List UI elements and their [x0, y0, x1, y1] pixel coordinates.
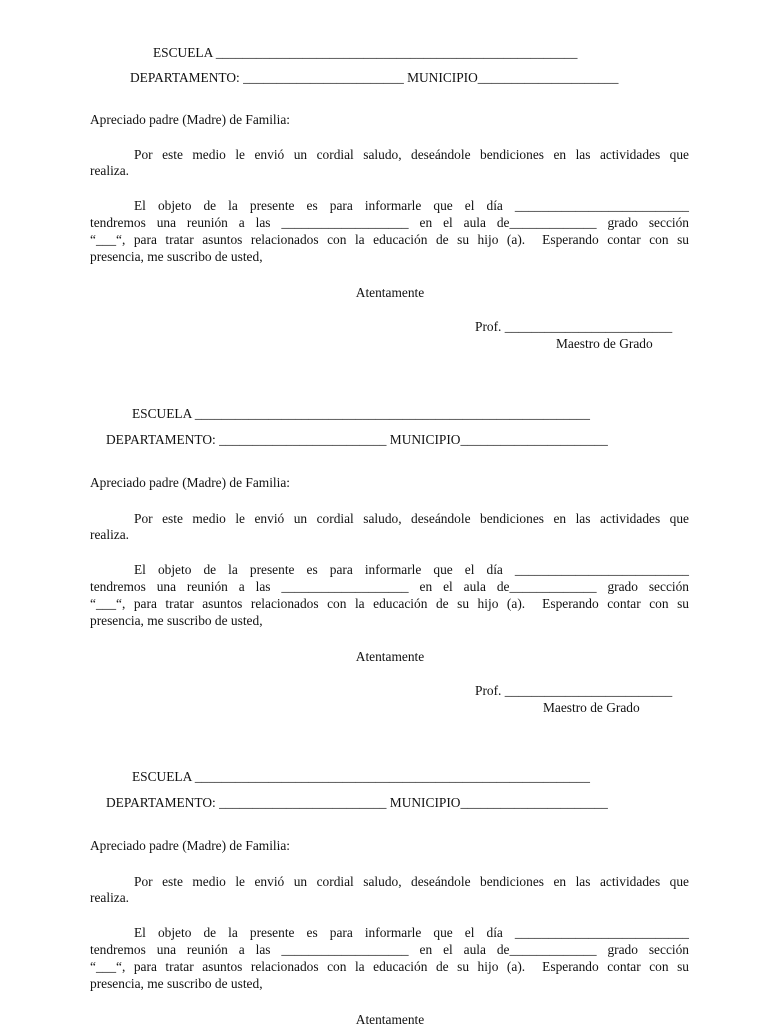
- escuela-line: ESCUELA ______________________________________________________: [153, 45, 578, 60]
- greeting: Apreciado padre (Madre) de Familia:: [90, 112, 291, 127]
- paragraph-2-line-1: El objeto de la presente es para informarle que el día __________________________: [134, 198, 689, 213]
- departamento-line: DEPARTAMENTO: _________________________ MUNICIPIO______________________: [106, 432, 608, 447]
- paragraph-1-line-1: Por este medio le envió un cordial saludo, deseándole bendiciones en las actividades que: [134, 511, 689, 526]
- paragraph-1-line-2: realiza.: [90, 527, 130, 542]
- paragraph-2-line-4: presencia, me suscribo de usted,: [90, 613, 263, 628]
- greeting: Apreciado padre (Madre) de Familia:: [90, 838, 291, 853]
- role-label: Maestro de Grado: [543, 700, 640, 715]
- closing: Atentamente: [355, 1012, 425, 1027]
- escuela-line: ESCUELA ___________________________________________________________: [132, 406, 590, 421]
- paragraph-2-line-4: presencia, me suscribo de usted,: [90, 976, 263, 991]
- paragraph-1-line-2: realiza.: [90, 890, 130, 905]
- paragraph-2-line-2: tendremos una reunión a las ___________________ en el aula de_____________ grado sección: [90, 215, 689, 230]
- prof-signature-line: Prof. _________________________: [475, 683, 673, 698]
- paragraph-2-line-2: tendremos una reunión a las ___________________ en el aula de_____________ grado sección: [90, 579, 689, 594]
- paragraph-1-line-1: Por este medio le envió un cordial saludo, deseándole bendiciones en las actividades que: [134, 147, 689, 162]
- paragraph-2-line-2: tendremos una reunión a las ___________________ en el aula de_____________ grado sección: [90, 942, 689, 957]
- paragraph-1-line-1: Por este medio le envió un cordial saludo, deseándole bendiciones en las actividades que: [134, 874, 689, 889]
- paragraph-2-line-4: presencia, me suscribo de usted,: [90, 249, 263, 264]
- escuela-line: ESCUELA ___________________________________________________________: [132, 769, 590, 784]
- paragraph-2-line-1: El objeto de la presente es para informarle que el día __________________________: [134, 925, 689, 940]
- paragraph-2-line-1: El objeto de la presente es para informarle que el día __________________________: [134, 562, 689, 577]
- paragraph-2-line-3: “___“, para tratar asuntos relacionados con la educación de su hijo (a). Esperando contar con su: [90, 959, 689, 974]
- paragraph-2-line-3: “___“, para tratar asuntos relacionados con la educación de su hijo (a). Esperando contar con su: [90, 596, 689, 611]
- role-label: Maestro de Grado: [556, 336, 653, 351]
- closing: Atentamente: [355, 285, 425, 300]
- departamento-line: DEPARTAMENTO: _________________________ MUNICIPIO______________________: [106, 795, 608, 810]
- paragraph-2-line-3: “___“, para tratar asuntos relacionados con la educación de su hijo (a). Esperando contar con su: [90, 232, 689, 247]
- greeting: Apreciado padre (Madre) de Familia:: [90, 475, 291, 490]
- prof-signature-line: Prof. _________________________: [475, 319, 673, 334]
- closing: Atentamente: [355, 649, 425, 664]
- departamento-line: DEPARTAMENTO: ________________________ MUNICIPIO_____________________: [130, 70, 619, 85]
- paragraph-1-line-2: realiza.: [90, 163, 130, 178]
